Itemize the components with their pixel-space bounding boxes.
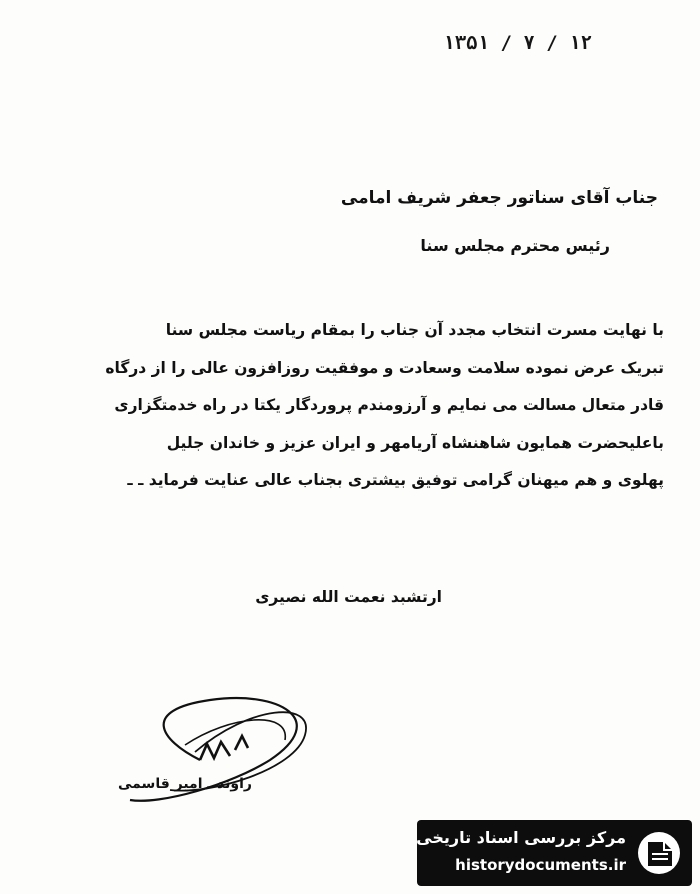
letter-body bbox=[64, 312, 664, 500]
watermark-url: historydocuments.ir bbox=[455, 856, 626, 874]
body-line-2: تبریک عرض نموده سلامت وسعادت و موفقیت روزافزون عالی را از درگاه bbox=[105, 358, 664, 377]
addressee-line: جناب آقای سناتور جعفر شریف امامی bbox=[340, 188, 658, 208]
body-line-3: قادر متعال مسالت می نمایم و آرزومندم پروردگار یکتا در راه خدمتگزاری bbox=[114, 396, 664, 414]
document-center-logo-icon bbox=[634, 828, 684, 878]
watermark-title: مرکز بررسی اسناد تاریخی bbox=[416, 828, 626, 847]
signature-icon bbox=[100, 690, 340, 830]
body-line-4: باعلیحضرت همایون شاهنشاه آریامهر و ایران عزیز و خاندان جلیل bbox=[166, 433, 664, 452]
body-line-5: پهلوی و هم میهنان گرامی توفیق بیشتری بجناب عالی عنایت فرماید ـ ـ bbox=[127, 471, 664, 489]
signature-label: راوند ـ امیر قاسمی bbox=[118, 776, 252, 792]
document-date: ۱۳۵۱ / ۷ / ۱۲ bbox=[443, 32, 592, 54]
sender-name: ارتشبد نعمت الله نصیری bbox=[255, 588, 442, 606]
body-line-1: با نهایت مسرت انتخاب مجدد آن جناب را بمقام ریاست مجلس سنا bbox=[165, 321, 664, 339]
addressee-position: رئیس محترم مجلس سنا bbox=[420, 236, 610, 255]
watermark-badge bbox=[417, 820, 692, 886]
